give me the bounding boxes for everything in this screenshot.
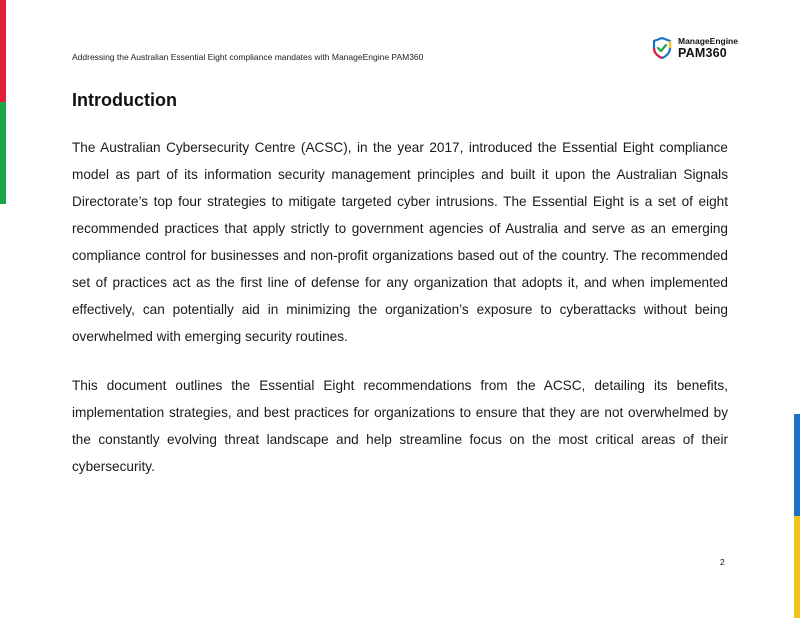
manageengine-pam360-logo: [652, 35, 738, 61]
right-accent-bar-yellow: [794, 516, 800, 618]
pam360-shield-icon: [652, 37, 672, 59]
page-number: 2: [720, 557, 725, 567]
right-accent-bar-blue: [794, 414, 800, 516]
left-accent-bar-green: [0, 102, 6, 204]
logo-brand-text: ManageEngine: [678, 36, 738, 46]
logo-product-text: PAM360: [678, 45, 727, 60]
intro-paragraph-2: This document outlines the Essential Eight recommendations from the ACSC, detailing its benefits, implementation strategies, and best practices for organizations to ensure that they are not overwhelmed by the constantly evolving threat landscape and help streamline focus on the most critical areas of their cybersecurity.: [72, 378, 728, 474]
intro-paragraph-1: The Australian Cybersecurity Centre (ACSC), in the year 2017, introduced the Essential Eight compliance model as part of its information security management principles and built it upon the Australian Signals Directorate’s top four strategies to mitigate targeted cyber intrusions. The Essential Eight is a set of eight recommended practices that apply strictly to government agencies of Australia and serve as an emerging compliance control for businesses and non-profit organizations based out of the country. The recommended set of practices act as the first line of defense for any organization that adopts it, and when implemented effectively, can potentially aid in minimizing the organization’s exposure to cyberattacks without being overwhelmed with emerging security routines.: [72, 140, 728, 344]
section-title: Introduction: [72, 90, 177, 110]
document-header-title: Addressing the Australian Essential Eight compliance mandates with ManageEngine PAM360: [72, 52, 424, 62]
left-accent-bar-red: [0, 0, 6, 102]
